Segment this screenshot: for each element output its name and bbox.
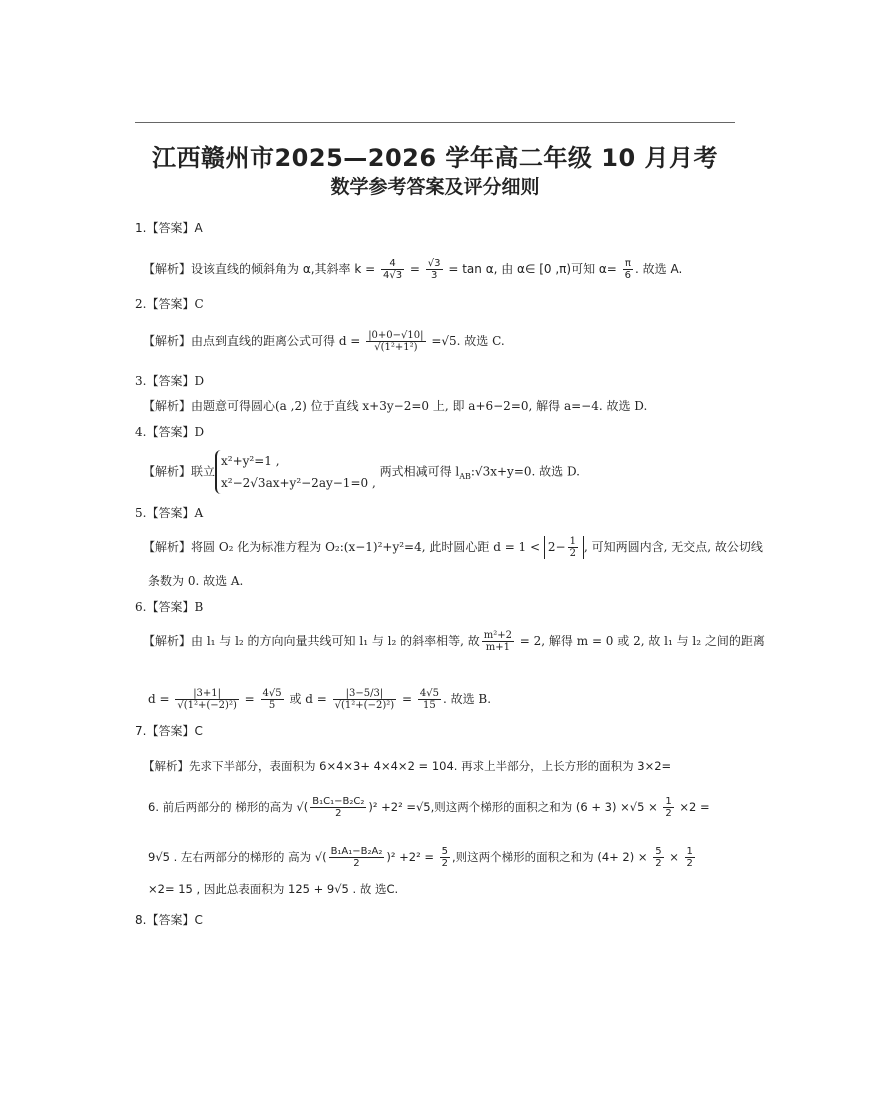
q7-solution-line1: 【解析】先求下半部分，表面积为 6×4×3+ 4×4×2 = 104. 再求上半部分，上长方形的面积为 3×2= [143,759,672,773]
q1-solution: 【解析】设该直线的倾斜角为 α,其斜率 k = $\frac{4}{4√3}$ = $\frac{√3}{3}$ = tan α, 由 α∈ [0 ,π)可知 α= $\frac{\pi}{6}$ . 故选 A. [143,258,683,281]
q6-answer: 6.【答案】B [135,600,204,614]
q5-solution-line2: 条数为 0. 故选 A. [148,574,244,588]
q3-solution: 【解析】由题意可得圆心(a ,2) 位于直线 x+3y−2=0 上, 即 a+6−2=0, 解得 a=−4. 故选 D. [143,399,648,413]
document-subtitle: 数学参考答案及评分细则 [330,176,540,198]
q6-solution-line1: 【解析】由 l₁ 与 l₂ 的方向向量共线可知 l₁ 与 l₂ 的斜率相等, 故 $\frac{\text{m²+2}}{m+1}$ = 2, 解得 m = 0 或 2, 故 l₁ 与 l₂ 之间的距离 [143,630,765,653]
q4-answer: 4.【答案】D [135,425,205,439]
q3-answer: 3.【答案】D [135,374,205,388]
q5-solution-line1: 【解析】将圆 O₂ 化为标准方程为 O₂:(x−1)²+y²=4, 此时圆心距 d = 1 < 2− $\frac{1}{2}$ , 可知两圆内含, 无交点, 故公切线 [143,536,763,559]
q7-solution-line2: 6. 前后两部分的 梯形的高为 √( $\frac{\text{B₁C₁−B₂C₂}}{2}$ )² +2² =√5,则这两个梯形的面积之和为 (6 + 3) ×√5 × $\frac{1}{2}$ ×2 = [148,796,710,819]
q4-equation-system: x²+y²=1 , x²−2√3ax+y²−2ay−1=0 , [215,450,376,494]
q7-solution-line4: ×2= 15 , 因此总表面积为 125 + 9√5 . 故 选C. [148,882,399,896]
q5-answer: 5.【答案】A [135,506,204,520]
header-rule [135,122,735,123]
q5-absolute-value: 2− $\frac{1}{2}$ [544,536,584,559]
q6-solution-line2: d = $\frac{|3+1|}{\text{√(1²+(−2)²)}}$ = $\frac{4√5}{5}$ 或 d = $\frac{|3-5/3|}{\text{√(1²+(−2)²)}}$ = $\frac{4√5}{15}$ . 故选 B. [148,688,492,711]
q2-solution: 【解析】由点到直线的距离公式可得 d = $\frac{|0+0-√10|}{\text{√(1²+1²)}}$ =√5. 故选 C. [143,330,505,353]
q2-answer: 2.【答案】C [135,297,204,311]
q2-fraction: $\frac{|0+0-√10|}{\text{√(1²+1²)}}$ [368,330,424,353]
q8-answer: 8.【答案】C [135,913,203,927]
q7-solution-line3: 9√5 . 左右两部分的梯形的 高为 √( $\frac{\text{B₁A₁−B₂A₂}}{2}$ )² +2² = $\frac{5}{2}$ ,则这两个梯形的面积之和为 (4+ 2) × $\frac{5}{2}$ × $\frac{1}{2}$ [148,846,693,869]
q1-fraction-2: $\frac{√3}{3}$ [427,258,441,281]
document-title: 江西赣州市2025—2026 学年高二年级 10 月月考 [151,144,719,172]
q1-answer: 1.【答案】A [135,221,203,235]
q1-fraction-1: $\frac{4}{4√3}$ [383,258,403,281]
q1-fraction-3: $\frac{\pi}{6}$ [624,258,632,281]
q6-fraction: $\frac{\text{m²+2}}{m+1}$ [483,630,512,653]
q7-answer: 7.【答案】C [135,724,203,738]
q4-solution: 【解析】联立 x²+y²=1 , x²−2√3ax+y²−2ay−1=0 , 两式相减可得 $l_{AB}:√3x+y=0$. 故选 D. [143,450,580,494]
